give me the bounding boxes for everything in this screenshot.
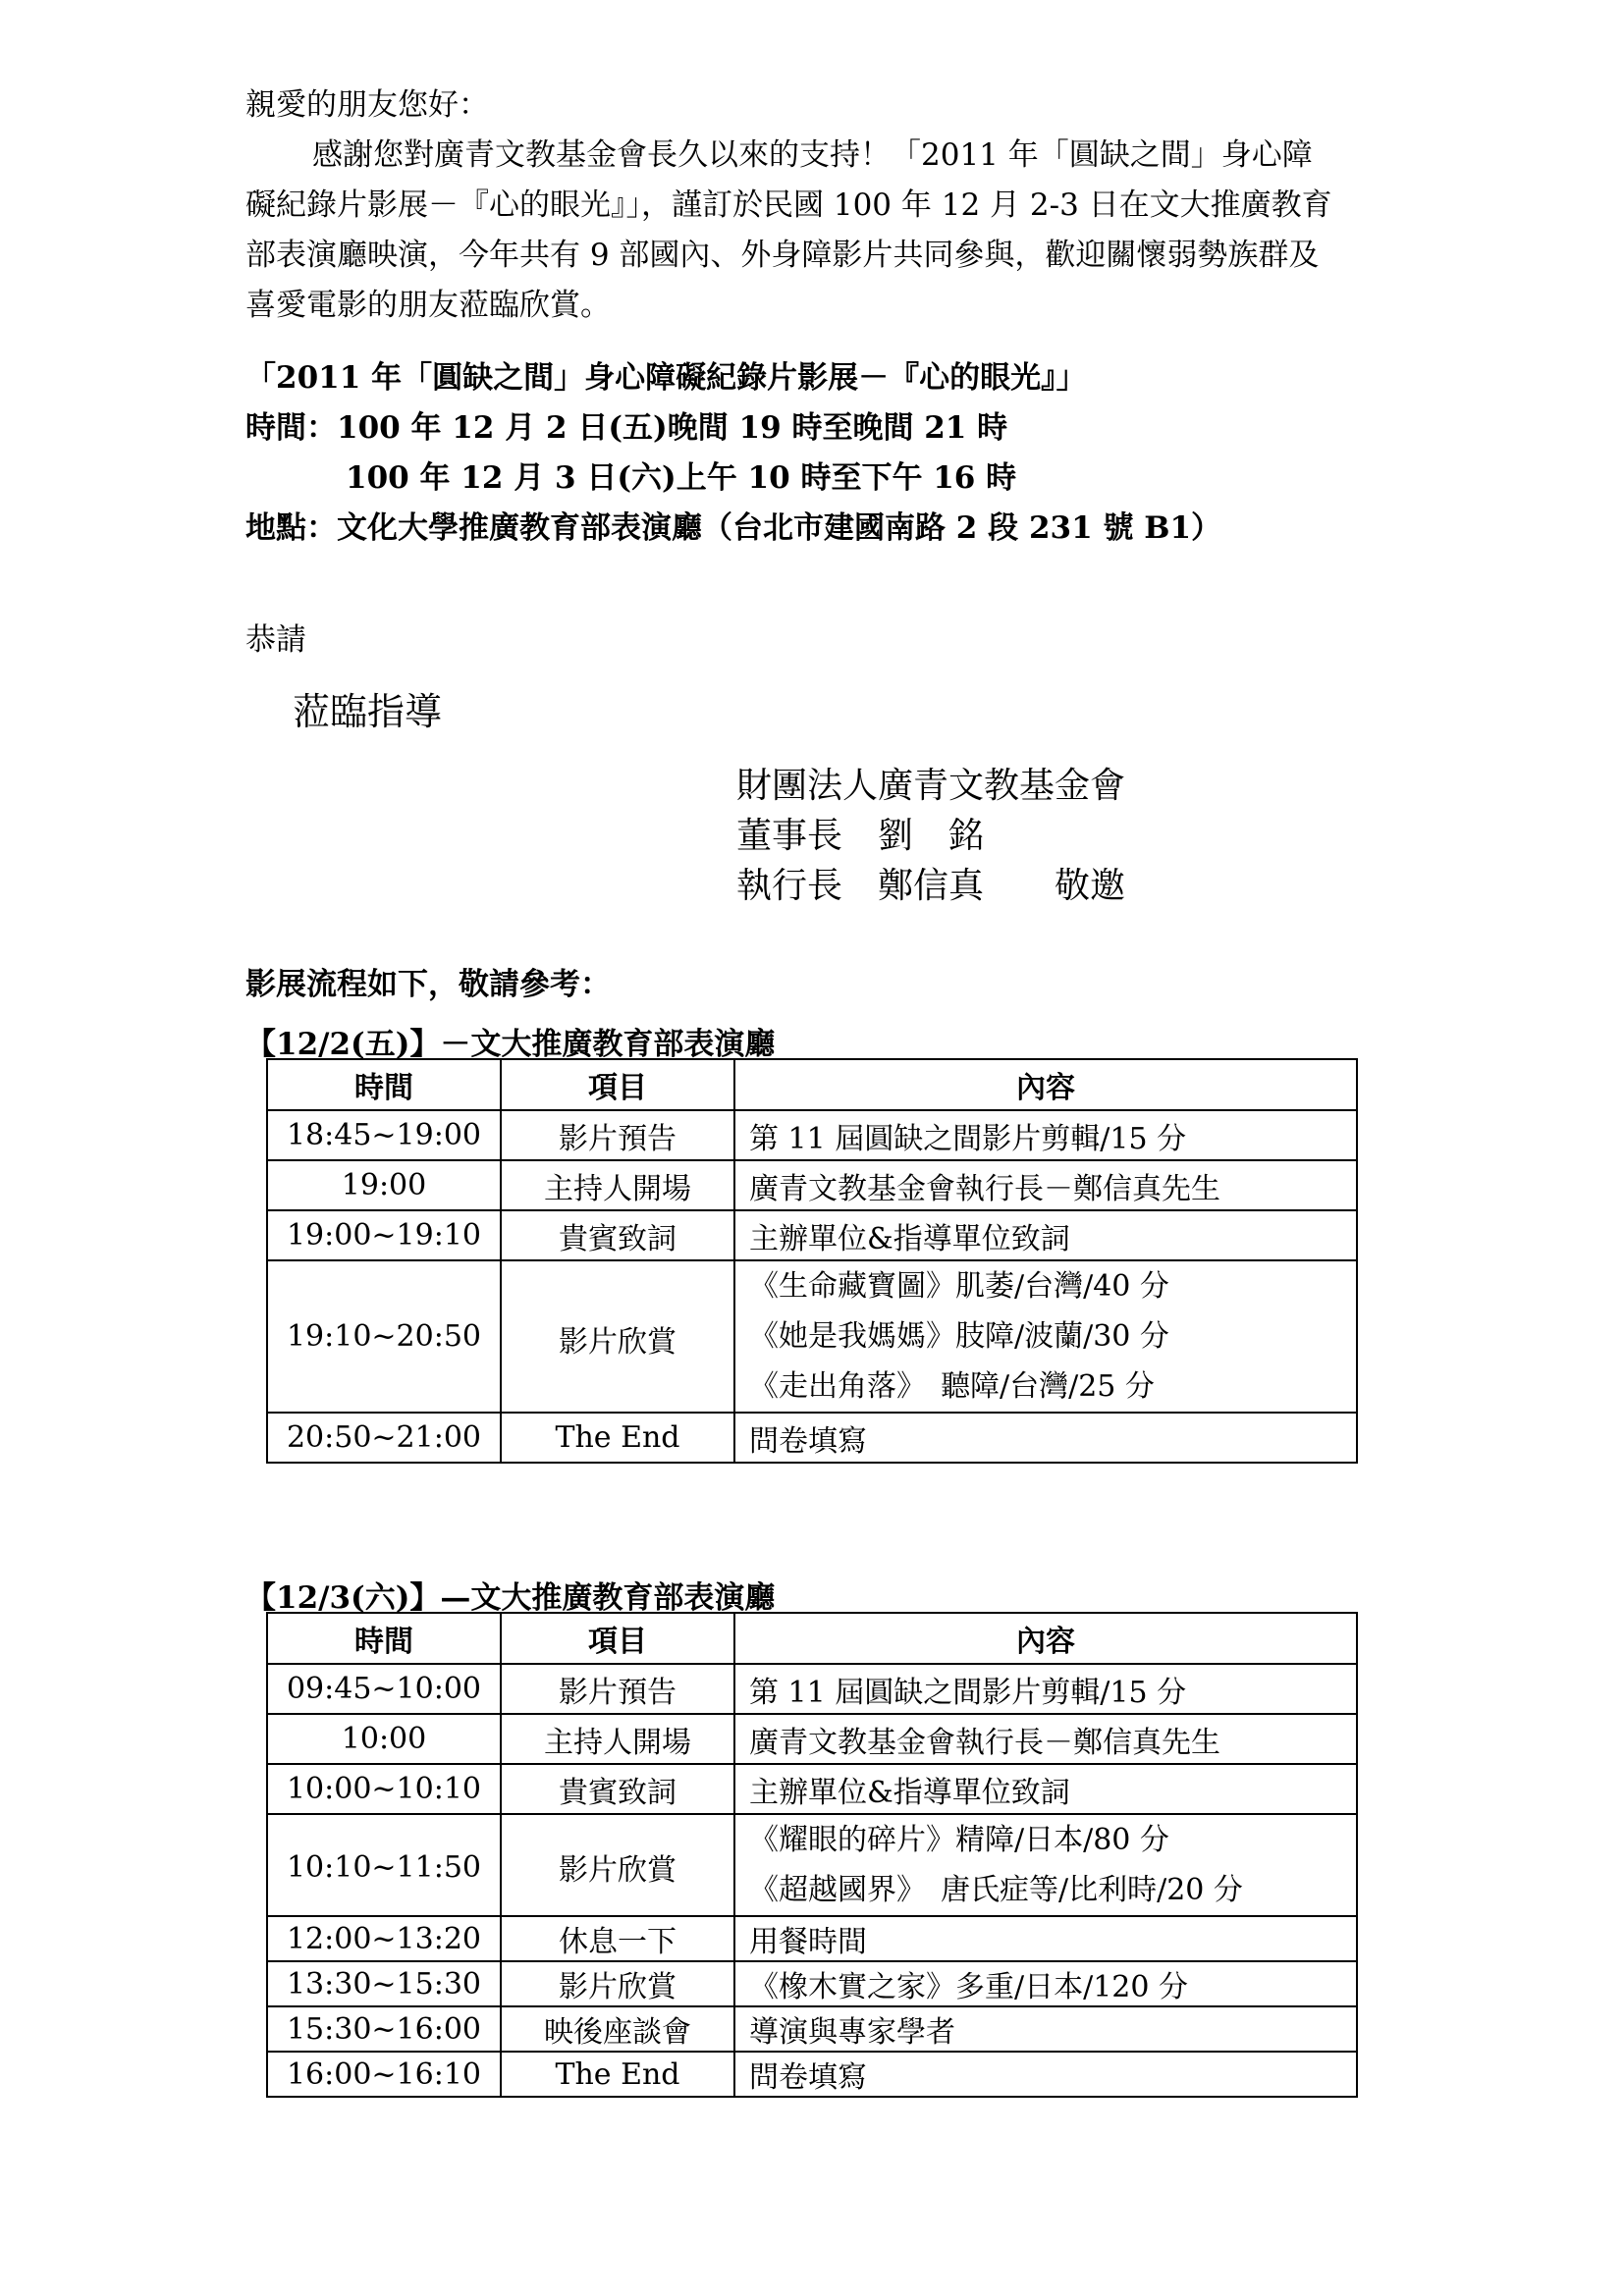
closing-please: 恭請 [245, 622, 306, 658]
row-content: 廣青文教基金會執行長－鄭信真先生 [734, 1714, 1357, 1764]
row-time: 12:00~13:20 [267, 1916, 501, 1961]
film-line: 《走出角落》 聽障/台灣/25 分 [749, 1369, 1155, 1404]
table-row [267, 1664, 1357, 1714]
day1-header-row [267, 1059, 1357, 1110]
table-row [267, 1110, 1357, 1160]
row-content [734, 1260, 1357, 1413]
row-item: 映後座談會 [501, 2006, 734, 2052]
film-line: 《生命藏寶圖》肌萎/台灣/40 分 [749, 1269, 1169, 1304]
schedule-intro: 影展流程如下，敬請參考： [245, 967, 611, 1002]
table-row [267, 1714, 1357, 1764]
row-item: The End [501, 1413, 734, 1463]
table-row [267, 1814, 1357, 1916]
row-content: 主辦單位&指導單位致詞 [734, 1210, 1357, 1260]
event-time-2: 100 年 12 月 3 日(六)上午 10 時至下午 16 時 [346, 460, 1017, 496]
body-line-1: 感謝您對廣青文教基金會長久以來的支持！「2011 年「圓缺之間」身心障 [312, 137, 1313, 173]
body-line-2: 礙紀錄片影展－『心的眼光』」，謹訂於民國 100 年 12 月 2-3 日在文大推廣教育 [245, 187, 1332, 223]
header-content: 內容 [734, 1613, 1357, 1664]
row-item: 貴賓致詞 [501, 1764, 734, 1814]
table-row [267, 1961, 1357, 2006]
row-item: 影片預告 [501, 1664, 734, 1714]
header-item: 項目 [501, 1059, 734, 1110]
row-content: 第 11 屆圓缺之間影片剪輯/15 分 [734, 1664, 1357, 1714]
event-place: 地點：文化大學推廣教育部表演廳（台北市建國南路 2 段 231 號 B1） [245, 510, 1222, 546]
table-row [267, 1210, 1357, 1260]
row-time: 10:10~11:50 [267, 1814, 501, 1916]
table-row [267, 1916, 1357, 1961]
table-row [267, 1260, 1357, 1413]
row-time: 20:50~21:00 [267, 1413, 501, 1463]
row-item: 貴賓致詞 [501, 1210, 734, 1260]
film-line: 《她是我媽媽》肢障/波蘭/30 分 [749, 1319, 1169, 1354]
row-content: 問卷填寫 [734, 2052, 1357, 2097]
header-item: 項目 [501, 1613, 734, 1664]
row-time: 16:00~16:10 [267, 2052, 501, 2097]
table-row [267, 2052, 1357, 2097]
row-time: 10:00 [267, 1714, 501, 1764]
row-item: 主持人開場 [501, 1714, 734, 1764]
row-content: 主辦單位&指導單位致詞 [734, 1764, 1357, 1814]
row-content: 廣青文教基金會執行長－鄭信真先生 [734, 1160, 1357, 1210]
row-content: 用餐時間 [734, 1916, 1357, 1961]
day1-schedule-table [266, 1058, 1358, 1464]
day2-caption: 【12/3(六)】—文大推廣教育部表演廳 [245, 1580, 776, 1616]
header-time: 時間 [267, 1613, 501, 1664]
header-content: 內容 [734, 1059, 1357, 1110]
row-time: 09:45~10:00 [267, 1664, 501, 1714]
row-item: 影片預告 [501, 1110, 734, 1160]
closing-org: 財團法人廣青文教基金會 [736, 766, 1126, 806]
row-item: 影片欣賞 [501, 1260, 734, 1413]
table-row [267, 1764, 1357, 1814]
row-content: 《橡木實之家》多重/日本/120 分 [734, 1961, 1357, 2006]
row-time: 18:45~19:00 [267, 1110, 501, 1160]
body-line-4: 喜愛電影的朋友蒞臨欣賞。 [245, 288, 611, 323]
event-time-1: 時間：100 年 12 月 2 日(五)晚間 19 時至晚間 21 時 [245, 410, 1008, 446]
row-item: 影片欣賞 [501, 1961, 734, 2006]
row-content: 問卷填寫 [734, 1413, 1357, 1463]
film-line: 《耀眼的碎片》精障/日本/80 分 [749, 1823, 1169, 1857]
row-content: 第 11 屆圓缺之間影片剪輯/15 分 [734, 1110, 1357, 1160]
row-time: 13:30~15:30 [267, 1961, 501, 2006]
row-time: 15:30~16:00 [267, 2006, 501, 2052]
day1-caption: 【12/2(五)】－文大推廣教育部表演廳 [245, 1027, 776, 1062]
day2-schedule-table [266, 1612, 1358, 2098]
greeting: 親愛的朋友您好： [245, 87, 489, 123]
table-row [267, 1413, 1357, 1463]
row-time: 19:10~20:50 [267, 1260, 501, 1413]
film-line: 《超越國界》 唐氏症等/比利時/20 分 [749, 1873, 1243, 1907]
row-time: 19:00~19:10 [267, 1210, 501, 1260]
row-time: 10:00~10:10 [267, 1764, 501, 1814]
table-row [267, 1160, 1357, 1210]
closing-ceo: 執行長 鄭信真 敬邀 [736, 866, 1126, 906]
header-time: 時間 [267, 1059, 501, 1110]
body-line-3: 部表演廳映演，今年共有 9 部國內、外身障影片共同參與，歡迎關懷弱勢族群及 [245, 238, 1320, 273]
closing-chairman: 董事長 劉 銘 [736, 816, 985, 856]
day2-header-row [267, 1613, 1357, 1664]
row-content [734, 1814, 1357, 1916]
row-time: 19:00 [267, 1160, 501, 1210]
row-content: 導演與專家學者 [734, 2006, 1357, 2052]
row-item: 影片欣賞 [501, 1814, 734, 1916]
row-item: 主持人開場 [501, 1160, 734, 1210]
closing-guide: 蒞臨指導 [293, 690, 443, 733]
row-item: 休息一下 [501, 1916, 734, 1961]
row-item: The End [501, 2052, 734, 2097]
table-row [267, 2006, 1357, 2052]
event-title: 「2011 年「圓缺之間」身心障礙紀錄片影展－『心的眼光』」 [245, 360, 1087, 396]
